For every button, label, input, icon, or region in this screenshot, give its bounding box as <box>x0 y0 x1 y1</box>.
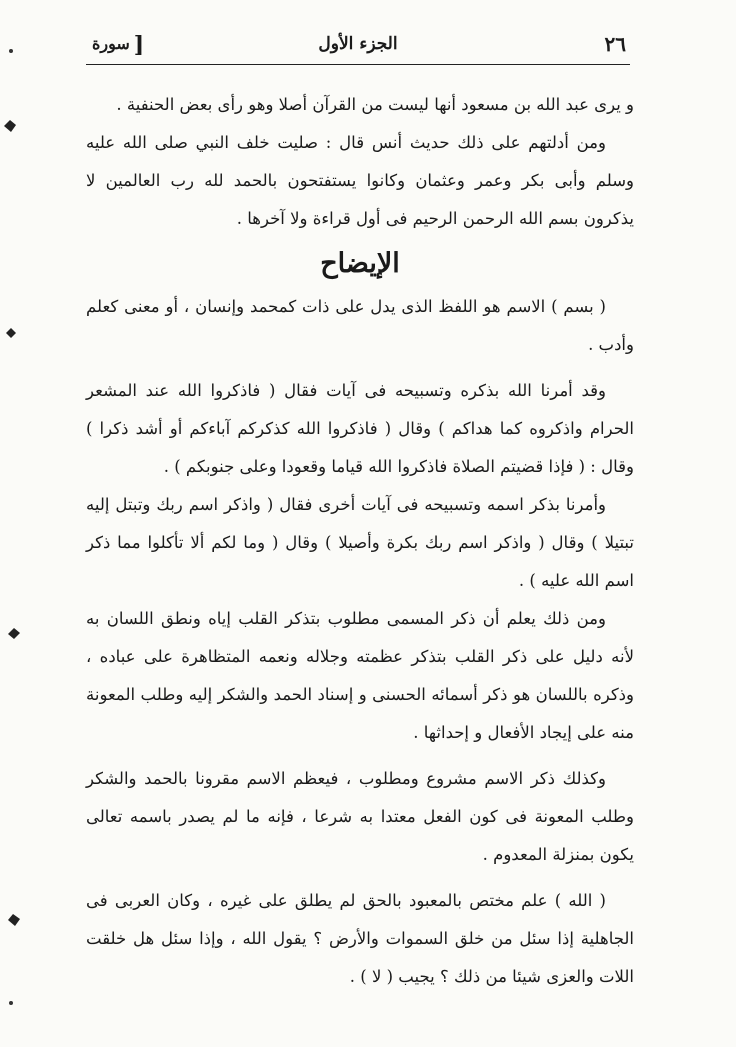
scan-speck-icon <box>6 912 22 928</box>
page-header <box>86 30 630 65</box>
section-title: الإيضاح <box>320 248 400 279</box>
paragraph-6: ( الله ) علم مختص بالمعبود بالحق لم يطلق على غيره ، وكان العربى فى الجاهلية إذا سئل من خلق السموات والأرض ؟ يقول الله ، وإذا سئل هل خلقت اللات والعزى شيئا من ذلك ؟ يجيب ( لا ) . <box>86 891 634 986</box>
page-body <box>86 86 634 996</box>
paragraph-4: ومن ذلك يعلم أن ذكر المسمى مطلوب بتذكر القلب إياه ونطق اللسان به لأنه دليل على ذكر القلب بتذكر عظمته وجلاله ونعمه المتظاهرة على عباده ، وذكره باللسان هو ذكر أسمائه الحسنى و إسناد الحمد والشكر إليه وطلب المعونة منه على إيجاد الأفعال و إحداثها . <box>86 609 634 742</box>
paragraph-5: وكذلك ذكر الاسم مشروع ومطلوب ، فيعظم الاسم مقرونا بالحمد والشكر وطلب المعونة فى كون الفعل معتدا به شرعا ، فإنه ما لم يصدر باسمه تعالى يكون بمنزلة المعدوم . <box>86 769 634 864</box>
bracket-icon: [ <box>133 32 145 58</box>
scan-speck-icon <box>6 625 22 641</box>
intro-paragraph-1: و يرى عبد الله بن مسعود أنها ليست من القرآن أصلا وهو رأى بعض الحنفية . <box>116 95 634 114</box>
intro-paragraph-2: ومن أدلتهم على ذلك حديث أنس قال : صليت خلف النبي صلى الله عليه وسلم وأبى بكر وعمر وعثمان وكانوا يستفتحون بالحمد لله رب العالمين لا يذكرون بسم الله الرحمن الرحيم فى أول قراءة ولا آخرها . <box>86 133 634 228</box>
scan-dot-icon <box>8 1000 14 1006</box>
scan-dot-icon <box>8 48 14 54</box>
scan-speck-icon <box>2 118 18 134</box>
page-number: ٢٦ <box>604 32 626 56</box>
paragraph-3: وأمرنا بذكر اسمه وتسبيحه فى آيات أخرى فقال ( واذكر اسم ربك وتبتل إليه تبتيلا ) وقال ( واذكر اسم ربك بكرة وأصيلا ) وقال ( وما لكم ألا تأكلوا مما ذكر اسم الله عليه ) . <box>86 495 634 590</box>
surah-label: [سورة <box>92 32 145 58</box>
part-title: الجزء الأول <box>318 34 398 54</box>
paragraph-2: وقد أمرنا الله بذكره وتسبيحه فى آيات فقال ( فاذكروا الله عند المشعر الحرام واذكروه كما هداكم ) وقال ( فاذكروا الله كذكركم آباءكم أو أشد ذكرا ) وقال : ( فإذا قضيتم الصلاة فاذكروا الله قياما وقعودا وعلى جنوبكم ) . <box>86 381 634 476</box>
scan-speck-icon <box>4 326 18 340</box>
paragraph-1: ( بسم ) الاسم هو اللفظ الذى يدل على ذات كمحمد وإنسان ، أو معنى كعلم وأدب . <box>86 297 634 354</box>
